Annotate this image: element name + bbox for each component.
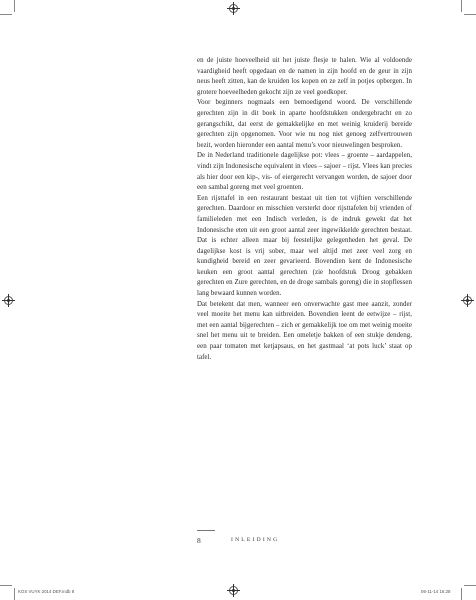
paragraph: en de juiste hoeveelheid uit het juiste flesje te halen. Wie al voldoende vaardigheid heeft opgedaan en de namen in zijn hoofd en de geur in zijn neus heeft zitten, kan de kruiden los kopen en ze zelf in potjes opbergen. In grotere hoeveelheden gekocht zijn ze veel goedkoper.	[197, 57, 412, 96]
crop-mark-bottom-left-v	[14, 588, 15, 600]
paragraph: Een rijsttafel in een restaurant bestaat uit tien tot vijftien verschillende gerechten. Daardoor en misschien versterkt door rijsttafelen bij vrienden of familieleden met een Indisch verleden, is de indruk gewekt dat het Indonesische eten uit een groot aantal zeer ingewikkelde gerechten bestaat. Dat is echter alleen maar bij feestelijke gelegenheden het geval. De dagelijkse kost is vrij sober, maar wel altijd met zeer veel zorg en kundigheid bereid en zeer gevarieerd. Bovendien kent de Indonesische keuken een groot aantal gerechten (zie hoofdstuk Droog gebakken gerechten en Zure gerechten, en de droge sambals goreng) die in stopflessen lang bewaard kunnen worden.	[197, 194, 412, 298]
crop-mark-bottom-right	[464, 585, 476, 586]
registration-mark-left	[4, 296, 13, 305]
running-footer-section: INLEIDING	[231, 537, 280, 543]
footer-rule	[197, 530, 215, 531]
crop-mark-top-left-v	[14, 0, 15, 12]
body-text	[197, 56, 412, 363]
page-number: 8	[197, 536, 201, 545]
paragraph: De in Nederland traditionele dagelijkse pot: vlees – groente – aardappelen, vindt zijn Indonesische equivalent in vlees – sajoer – rijst. Vlees kan precies als hier door een kip-, vis- of eiergerecht vervangen worden, de sajoer door een sambal goreng met veel groenten.	[197, 152, 412, 192]
crop-mark-bottom-left	[0, 585, 12, 586]
registration-mark-right	[463, 296, 472, 305]
paragraph: Dat betekent dat men, wanneer een onverwachte gast mee aanzit, zonder veel moeite het menu kan uitbreiden. Bovendien leent de eetwijze – rijst, met een aantal bijgerechten – zich er gemakkelijk toe om met weinig moeite snel het menu uit te breiden. Een omeletje bakken of een stukje dendeng, een paar tomaten met ketjapsaus, en het gastmaal ‘at pots luck’ staat op tafel.	[197, 300, 412, 361]
crop-mark-top-right	[464, 14, 476, 15]
paragraph: Voor beginners nogmaals een bemoedigend woord. De verschillende gerechten zijn in dit boek in aparte hoofdstukken ondergebracht en zo gerangschikt, dat eerst de gemakkelijke en met weinig kruiderij bereide gerechten zijn opgenomen. Voor wie nu nog niet genoeg zelfvertrouwen bezit, worden hieronder een aantal menu’s voor nieuwelingen besproken.	[197, 99, 412, 149]
registration-mark-bottom	[229, 586, 238, 595]
slug-date: 06-11-14 16:28	[421, 589, 451, 594]
slug-filename: KOS VUYK 2014 DEF.indb 8	[18, 589, 75, 594]
registration-mark-top	[229, 4, 238, 13]
crop-mark-top-left	[0, 14, 12, 15]
crop-mark-top-right-v	[461, 0, 462, 12]
crop-mark-bottom-right-v	[461, 588, 462, 600]
